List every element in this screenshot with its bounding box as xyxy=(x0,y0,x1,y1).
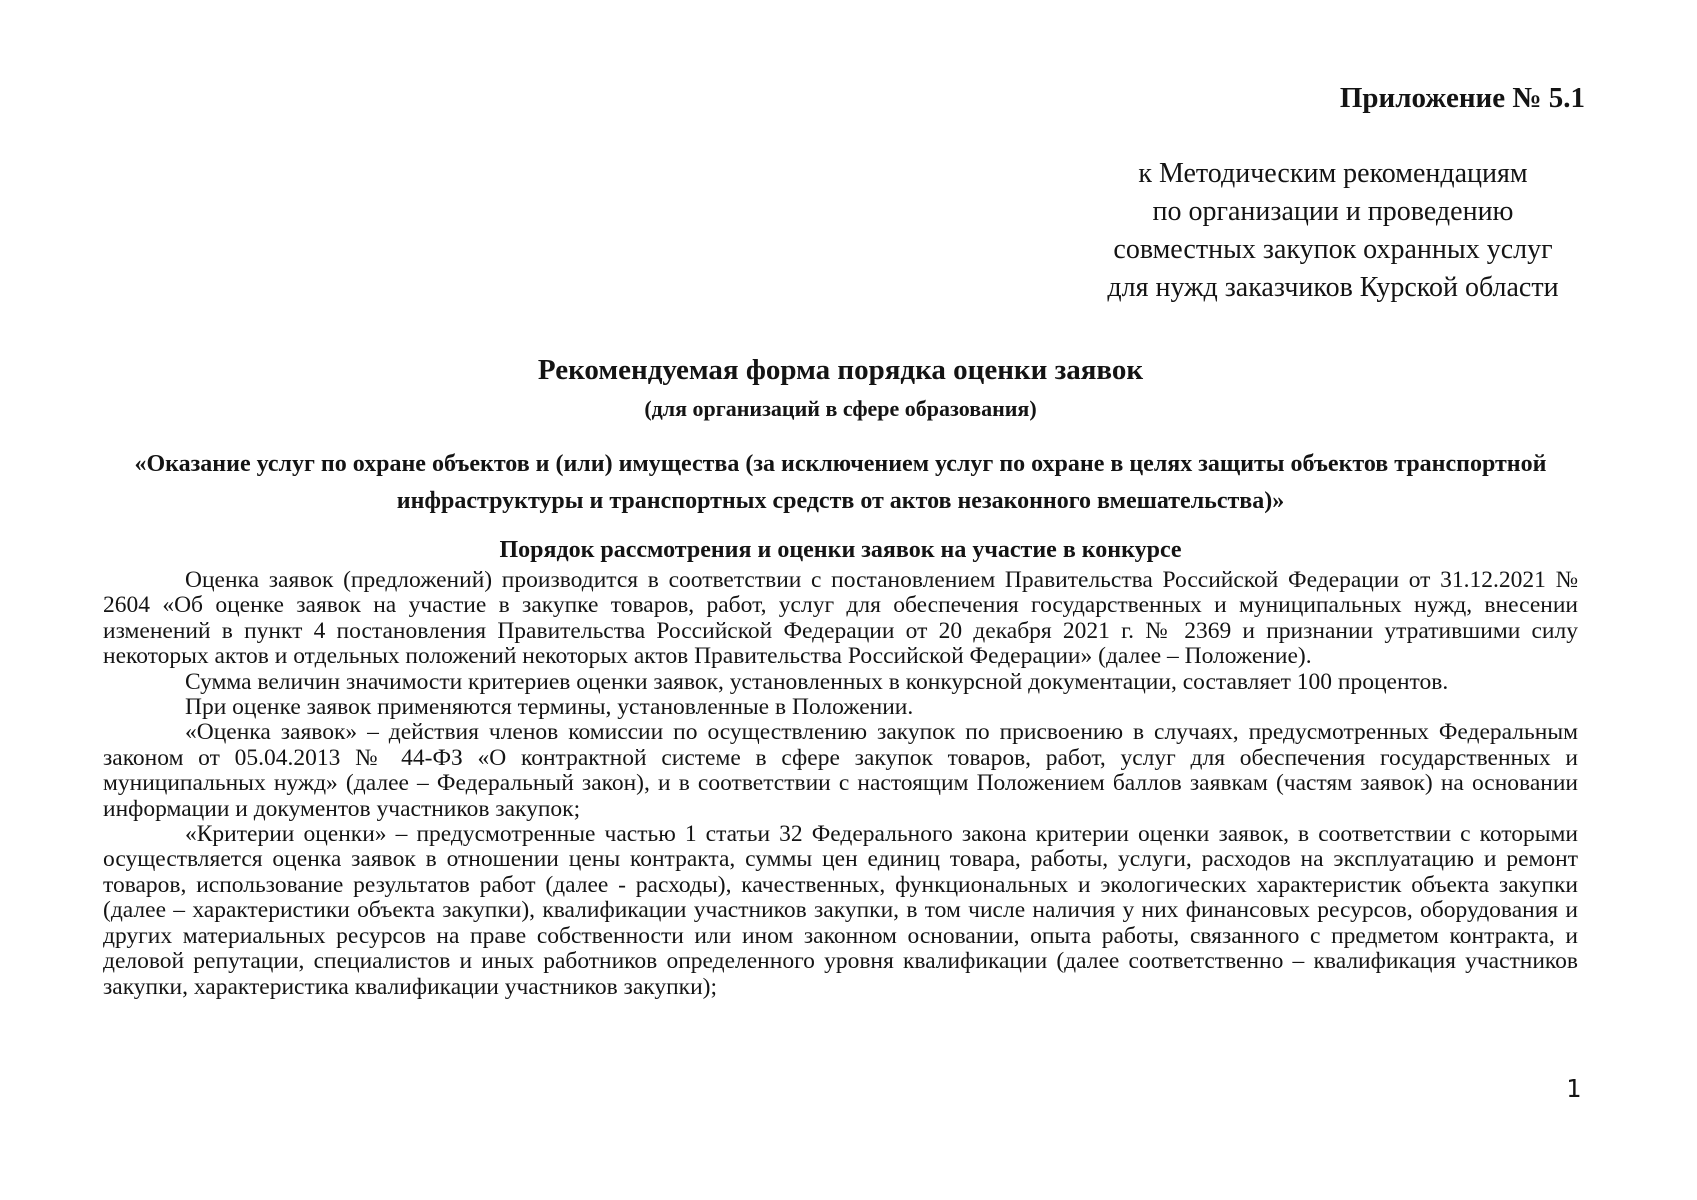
annex-label: Приложение № 5.1 xyxy=(1339,82,1585,114)
section-heading: Порядок рассмотрения и оценки заявок на участие в конкурсе xyxy=(499,537,1182,563)
body-paragraph: «Критерии оценки» – предусмотренные частью 1 статьи 32 Федерального закона критерии оценки заявок, в соответствии с которыми осуществляется оценка заявок в отношении цены контракта, суммы цен единиц товара, работы, услуги, расходов на эксплуатацию и ремонт товаров, использование результатов работ (далее - расходы), качественных, функциональных и экологических характеристик объекта закупки (далее – характеристики объекта закупки), квалификации участников закупки, в том числе наличия у них финансовых ресурсов, оборудования и других материальных ресурсов на праве собственности или ином законном основании, опыта работы, связанного с предметом контракта, и деловой репутации, специалистов и иных работников определенного уровня квалификации (далее соответственно – квалификация участников закупки, характеристика квалификации участников закупки); xyxy=(103,821,1578,1000)
addressee-line: для нужд заказчиков Курской области xyxy=(1107,272,1559,303)
document-body xyxy=(103,536,1578,1000)
body-paragraph: Сумма величин значимости критериев оценки заявок, установленных в конкурсной документации, составляет 100 процентов. xyxy=(185,668,1449,695)
document-subtitle: (для организаций в сфере образования) xyxy=(644,396,1037,421)
page-number: 1 xyxy=(1566,1074,1582,1103)
addressee-block xyxy=(1053,155,1613,307)
document-title: Рекомендуемая форма порядка оценки заявок xyxy=(537,354,1144,386)
body-paragraph: При оценке заявок применяются термины, установленные в Положении. xyxy=(185,694,914,721)
body-paragraph: «Оценка заявок» – действия членов комиссии по осуществлению закупок по присвоению в случаях, предусмотренных Федеральным законом от 05.04.2013 № 44-ФЗ «О контрактной системе в сфере закупок товаров, работ, услуг для обеспечения государственных и муниципальных нужд» (далее – Федеральный закон), и в соответствии с настоящим Положением баллов заявкам (частям заявок) на основании информации и документов участников закупок; xyxy=(103,719,1578,822)
subject-title: «Оказание услуг по охране объектов и (или) имущества (за исключением услуг по охране в целях защиты объектов транспортной инфраструктуры и транспортных средств от актов незаконного вмешательства)» xyxy=(134,451,1547,514)
addressee-line: к Методическим рекомендациям xyxy=(1138,158,1528,189)
body-paragraph: Оценка заявок (предложений) производится в соответствии с постановлением Правительства Российской Федерации от 31.12.2021 № 2604 «Об оценке заявок на участие в закупке товаров, работ, услуг для обеспечения государственных и муниципальных нужд, внесении изменений в пункт 4 постановления Правительства Российской Федерации от 20 декабря 2021 г. № 2369 и признании утратившими силу некоторых актов и отдельных положений некоторых актов Правительства Российской Федерации» (далее – Положение). xyxy=(103,567,1578,670)
addressee-line: по организации и проведению xyxy=(1152,196,1514,227)
addressee-line: совместных закупок охранных услуг xyxy=(1113,234,1553,265)
